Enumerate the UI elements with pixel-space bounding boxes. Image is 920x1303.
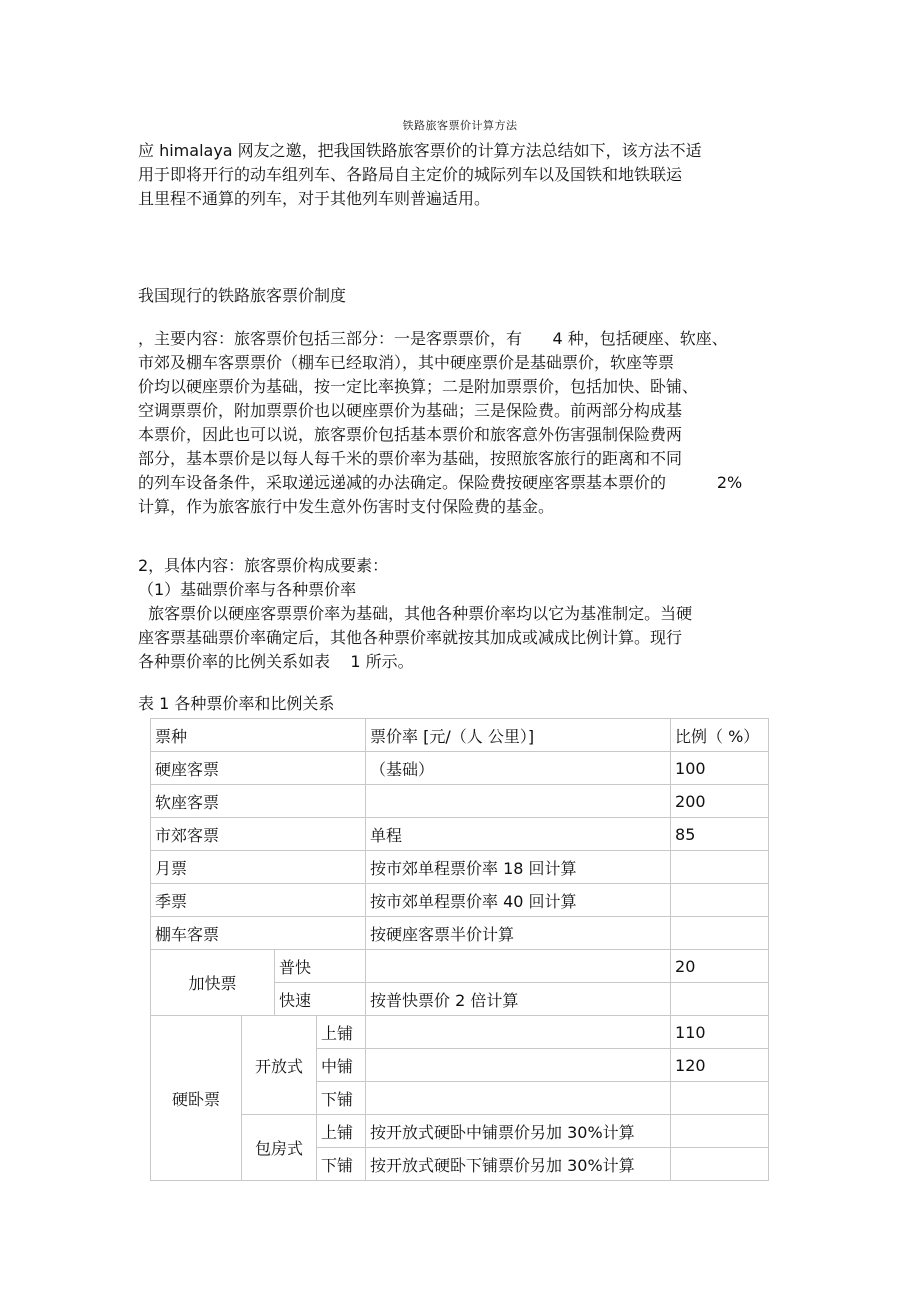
text-line: 市郊及棚车客票票价（棚车已经取消），其中硬座票价是基础票价，软座等票	[138, 353, 675, 372]
cell-ratio: 20	[671, 950, 769, 983]
table-header-row	[151, 719, 769, 752]
cell-berth: 中铺	[317, 1049, 366, 1082]
cell-rate	[366, 1082, 671, 1115]
text-line: ，主要内容：旅客票价包括三部分：一是客票票价，有 4 种，包括硬座、软座、	[138, 329, 728, 348]
cell-ratio	[671, 983, 769, 1016]
cell-ratio: 85	[671, 818, 769, 851]
table-row	[151, 884, 769, 917]
cell-compartment-label: 包房式	[242, 1115, 317, 1181]
cell-type: 月票	[151, 851, 366, 884]
cell-ratio: 110	[671, 1016, 769, 1049]
cell-rate-text: 按开放式硬卧中铺票价另加 30%计算	[370, 1122, 635, 1142]
text-line: 计算，作为旅客旅行中发生意外伤害时支付保险费的基金。	[138, 497, 555, 516]
cell-rate: 按普快票价 2 倍计算	[366, 983, 671, 1016]
basic-rate-heading: （1）基础票价率与各种票价率	[138, 580, 357, 599]
text-line: 空调票票价，附加票票价也以硬座票价为基础；三是保险费。前两部分构成基	[138, 401, 683, 420]
table-row	[151, 851, 769, 884]
cell-berth: 上铺	[317, 1115, 366, 1148]
cell-rate	[366, 1049, 671, 1082]
cell-berth: 下铺	[317, 1148, 366, 1181]
cell-subtype: 快速	[275, 983, 366, 1016]
text-line: 旅客票价以硬座客票票价率为基础，其他各种票价率均以它为基准制定。当硬	[138, 604, 693, 623]
cell-rate	[366, 884, 671, 917]
text-line: 价均以硬座票价为基础，按一定比率换算；二是附加票票价，包括加快、卧铺、	[138, 377, 699, 396]
table-row	[151, 785, 769, 818]
cell-type: 软座客票	[151, 785, 366, 818]
cell-berth: 上铺	[317, 1016, 366, 1049]
cell-ratio	[671, 1082, 769, 1115]
table-row	[151, 818, 769, 851]
cell-rate	[366, 1115, 671, 1148]
cell-ratio	[671, 884, 769, 917]
cell-ratio	[671, 1115, 769, 1148]
text-line: 应 himalaya 网友之邀，把我国铁路旅客票价的计算方法总结如下，该方法不适	[138, 141, 702, 160]
fare-system-paragraph	[138, 327, 742, 519]
cell-rate: （基础）	[366, 752, 671, 785]
cell-rate: 按硬座客票半价计算	[366, 917, 671, 950]
cell-sleeper-label: 硬卧票	[151, 1016, 242, 1181]
header-rate: 票价率 [元/（人 公里）]	[366, 719, 671, 752]
basic-rate-paragraph	[138, 602, 692, 674]
text-line: 部分，基本票价是以每人每千米的票价率为基础，按照旅客旅行的距离和不同	[138, 449, 683, 468]
table-row	[151, 950, 769, 983]
cell-ratio: 120	[671, 1049, 769, 1082]
cell-rate: 单程	[366, 818, 671, 851]
cell-subtype: 普快	[275, 950, 366, 983]
cell-rate	[366, 1148, 671, 1181]
cell-ratio: 100	[671, 752, 769, 785]
cell-rate-text: 按市郊单程票价率 18 回计算	[370, 858, 577, 878]
table-row	[151, 1115, 769, 1148]
cell-express-label: 加快票	[151, 950, 275, 1016]
fare-rate-table	[150, 718, 769, 1181]
cell-ratio: 200	[671, 785, 769, 818]
cell-rate-text: 按开放式硬卧下铺票价另加 30%计算	[370, 1155, 635, 1175]
details-heading: 2，具体内容：旅客票价构成要素：	[138, 556, 389, 575]
intro-paragraph	[138, 139, 702, 211]
cell-type: 市郊客票	[151, 818, 366, 851]
header-type: 票种	[151, 719, 366, 752]
cell-rate-text: 按市郊单程票价率 40 回计算	[370, 891, 577, 911]
cell-ratio	[671, 917, 769, 950]
cell-ratio	[671, 1148, 769, 1181]
cell-rate	[366, 851, 671, 884]
cell-berth: 下铺	[317, 1082, 366, 1115]
text-line: 各种票价率的比例关系如表 1 所示。	[138, 652, 414, 671]
table-row	[151, 1016, 769, 1049]
cell-type: 季票	[151, 884, 366, 917]
text-line: 用于即将开行的动车组列车、各路局自主定价的城际列车以及国铁和地铁联运	[138, 165, 683, 184]
cell-open-label: 开放式	[242, 1016, 317, 1115]
cell-type: 硬座客票	[151, 752, 366, 785]
cell-type: 棚车客票	[151, 917, 366, 950]
section-heading: 我国现行的铁路旅客票价制度	[138, 286, 347, 305]
text-line: 本票价，因此也可以说，旅客票价包括基本票价和旅客意外伤害强制保险费两	[138, 425, 683, 444]
header-ratio: 比例（ %）	[671, 719, 769, 752]
cell-rate	[366, 1016, 671, 1049]
cell-rate	[366, 785, 671, 818]
text-line: 的列车设备条件，采取递远递减的办法确定。保险费按硬座客票基本票价的 2%	[138, 473, 743, 492]
cell-rate	[366, 950, 671, 983]
table-row	[151, 917, 769, 950]
text-line: 且里程不通算的列车，对于其他列车则普遍适用。	[138, 189, 491, 208]
text-line: 座客票基础票价率确定后，其他各种票价率就按其加成或减成比例计算。现行	[138, 628, 683, 647]
table-row	[151, 752, 769, 785]
page-title: 铁路旅客票价计算方法	[402, 119, 518, 132]
cell-ratio	[671, 851, 769, 884]
table-caption: 表 1 各种票价率和比例关系	[138, 694, 335, 713]
